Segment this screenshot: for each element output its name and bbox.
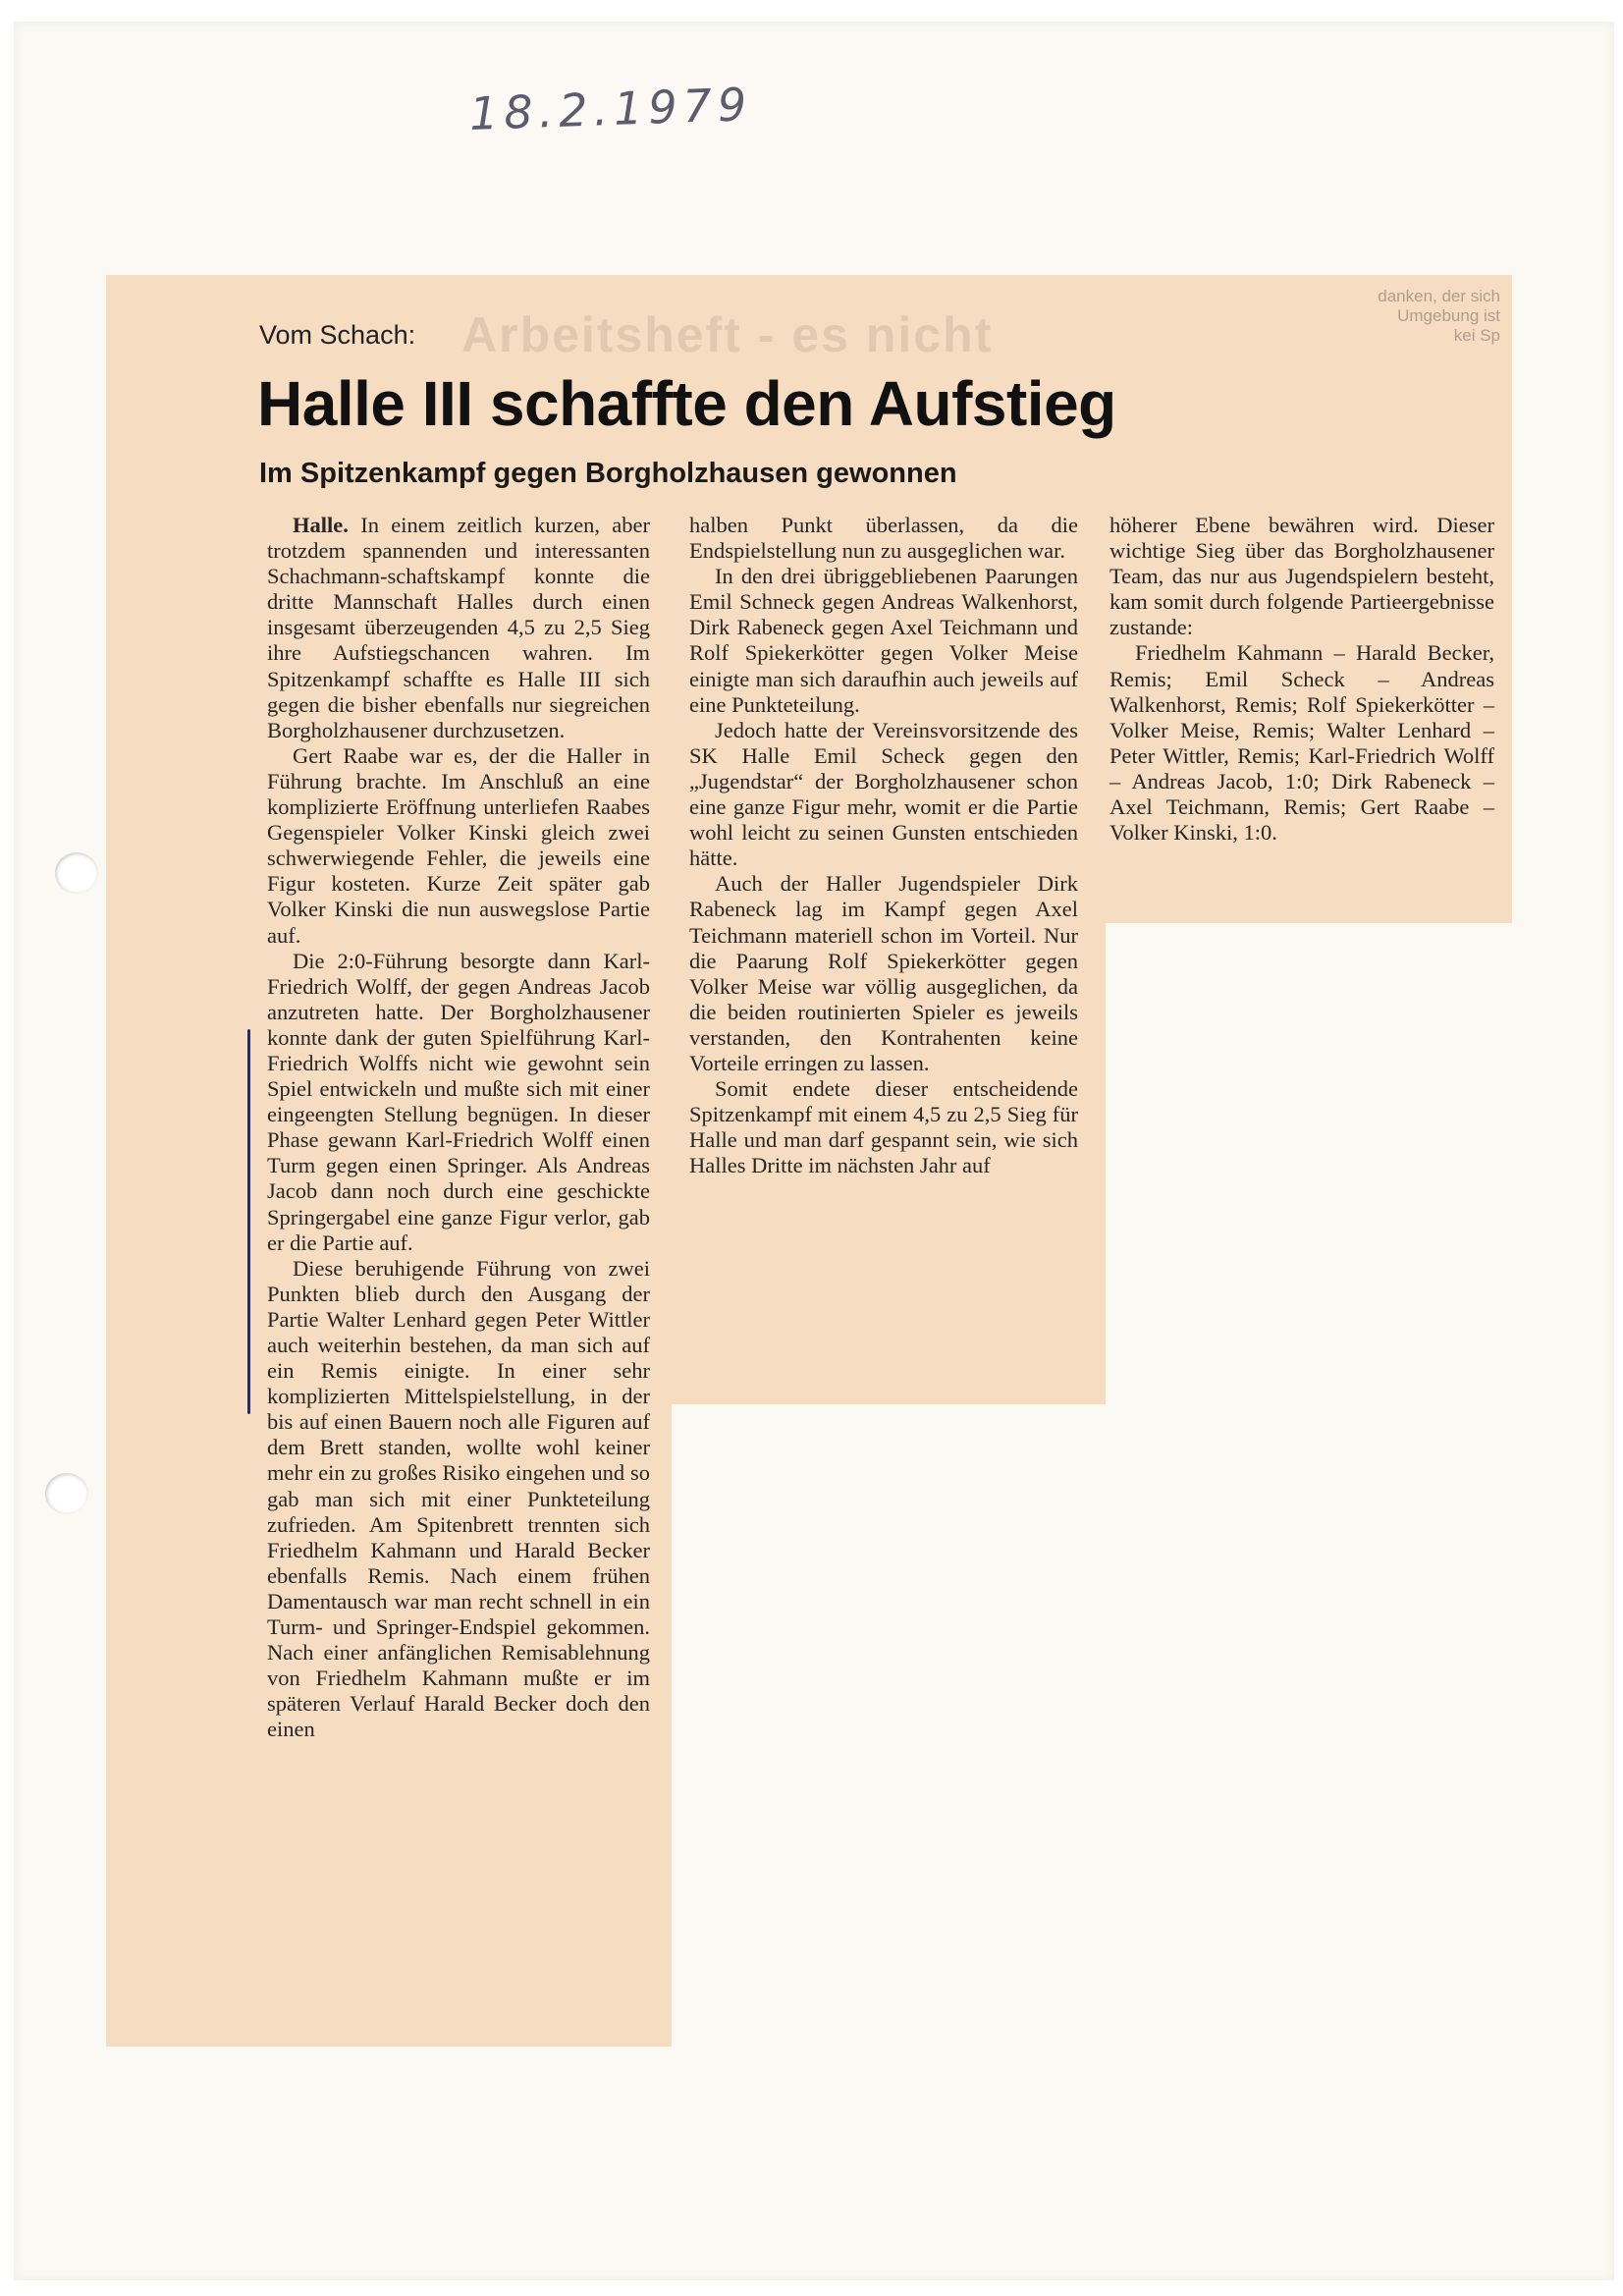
dateline: Halle. [293, 513, 349, 537]
article-column-1 [267, 513, 650, 1743]
results-text: Friedhelm Kahmann – Harald Becker, Remis; Emil Scheck – Andreas Walkenhorst, Remis; Rolf Spiekerkötter – Volker Meise, Remis; Walter Lenhard – Peter Wittler, Remis; Karl-Friedrich Wolff – Andreas Jacob, 1:0; Dirk Rabeneck – Axel Teichmann, Remis; Gert Raabe – Volker Kinski, 1:0. [1109, 640, 1494, 846]
pen-margin-mark [247, 1029, 250, 1414]
results-list [1109, 640, 1494, 846]
handwritten-date: 18.2.1979 [468, 77, 753, 141]
bleed-line: danken, der sich [1378, 287, 1500, 305]
paragraph [267, 513, 650, 743]
paragraph: Jedoch hatte der Vereinsvorsitzende des SK Halle Emil Scheck gegen den „Jugendstar“ der Borgholzhausener schon eine ganze Figur mehr, womit er die Partie wohl leicht zu seinen Gunsten entschieden hätte. [689, 717, 1078, 871]
paragraph-text: In einem zeitlich kurzen, aber trotzdem spannenden und interessanten Schachmann-schaftskampf konnte die dritte Mannschaft Halles durch einen insgesamt überzeugenden 4,5 zu 2,5 Sieg ihre Aufstiegschancen wahren. Im Spitzenkampf schaffte es Halle III sich gegen die bisher ebenfalls nur siegreichen Borgholzhausener durchzusetzen. [267, 513, 650, 742]
article-column-3 [1109, 513, 1494, 846]
punch-hole-top [55, 852, 98, 894]
paragraph: höherer Ebene bewähren wird. Dieser wichtige Sieg über das Borgholzhausener Team, das nur aus Jugendspielern besteht, kam somit durch folgende Partieergebnisse zustande: [1109, 513, 1494, 640]
paragraph: Auch der Haller Jugendspieler Dirk Rabeneck lag im Kampf gegen Axel Teichmann materiell schon im Vorteil. Nur die Paarung Rolf Spiekerkötter gegen Volker Meise war völlig ausgeglichen, da die beiden routinierten Spieler es jeweils verstanden, den Kontrahenten keine Vorteile erringen zu lassen. [689, 871, 1078, 1075]
article-kicker: Vom Schach: [259, 320, 416, 350]
punch-hole-bottom [45, 1473, 88, 1514]
paragraph: In den drei übriggebliebenen Paarungen Emil Schneck gegen Andreas Walkenhorst, Dirk Rabeneck gegen Axel Teichmann und Rolf Spiekerkötter gegen Volker Meise einigte man sich daraufhin auch jeweils auf eine Punkteteilung. [689, 564, 1078, 717]
paragraph: Diese beruhigende Führung von zwei Punkten blieb durch den Ausgang der Partie Walter Lenhard gegen Peter Wittler auch weiterhin bestehen, da man sich auf ein Remis einigte. In einer sehr komplizierten Mittelspielstellung, in der bis auf einen Bauern noch alle Figuren auf dem Brett standen, wollte wohl keiner mehr ein zu großes Risiko eingehen und so gab man sich mit einer Punkteteilung zufrieden. Am Spitenbrett trennten sich Friedhelm Kahmann und Harald Becker ebenfalls Remis. Nach einem frühen Damentausch war man recht schnell in ein Turm- und Springer-Endspiel gekommen. Nach einer anfänglichen Remisablehnung von Friedhelm Kahmann mußte er im späteren Verlauf Harald Becker doch den einen [267, 1255, 650, 1742]
article-headline: Halle III schaffte den Aufstieg [257, 368, 1116, 439]
paragraph: halben Punkt überlassen, da die Endspielstellung nun zu ausgeglichen war. [689, 513, 1078, 564]
bleed-through-corner [1225, 287, 1500, 346]
article-column-2 [689, 513, 1078, 1178]
bleed-through-headline: Arbeitsheft - es nicht [461, 307, 994, 362]
bleed-line: kei Sp [1453, 326, 1500, 345]
paragraph: Die 2:0-Führung besorgte dann Karl-Friedrich Wolff, der gegen Andreas Jacob anzutreten hatte. Der Borgholzhausener konnte dank der guten Spielführung Karl-Friedrich Wolffs nicht wie gewohnt sein Spiel entwickeln und mußte sich mit einer eingeengten Stellung begnügen. In dieser Phase gewann Karl-Friedrich Wolff einen Turm gegen einen Springer. Als Andreas Jacob dann noch durch eine geschickte Springergabel eine ganze Figur verlor, gab er die Partie auf. [267, 948, 650, 1255]
bleed-line: Umgebung ist [1397, 306, 1500, 325]
article-subheadline: Im Spitzenkampf gegen Borgholzhausen gewonnen [259, 458, 957, 489]
paragraph: Somit endete dieser entscheidende Spitzenkampf mit einem 4,5 zu 2,5 Sieg für Halle und man darf gespannt sein, wie sich Halles Dritte im nächsten Jahr auf [689, 1076, 1078, 1178]
paragraph: Gert Raabe war es, der die Haller in Führung brachte. Im Anschluß an eine komplizierte Eröffnung unterliefen Raabes Gegenspieler Volker Kinski gleich zwei schwerwiegende Fehler, die jeweils eine Figur kosteten. Kurze Zeit später gab Volker Kinski die nun auswegslose Partie auf. [267, 742, 650, 948]
